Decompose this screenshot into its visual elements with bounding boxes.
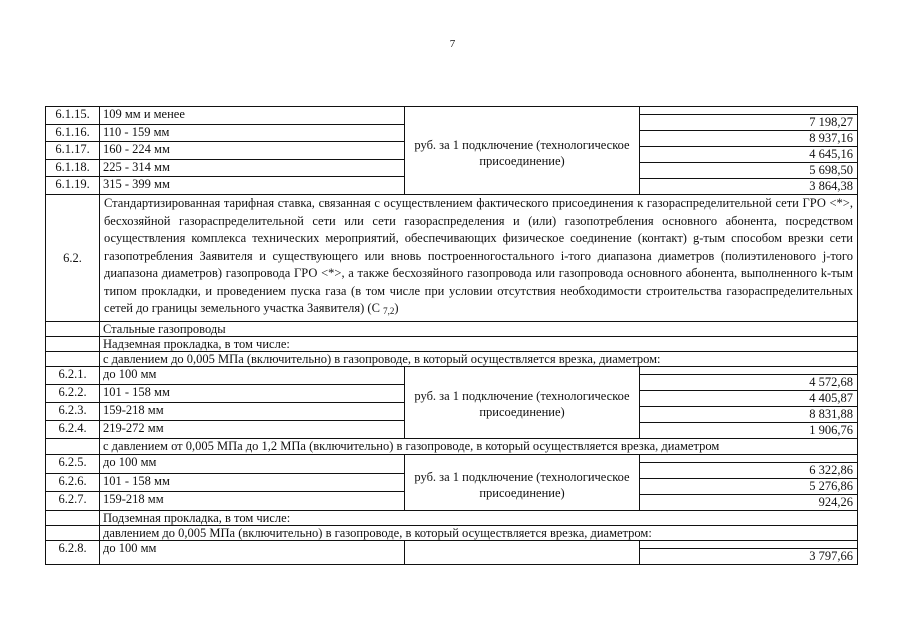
price-cell bbox=[640, 366, 858, 438]
row-number: 6.2.7. bbox=[46, 492, 100, 511]
pressure-low-ug-header: давлением до 0,005 МПа (включительно) в газопроводе, в который осуществляется врезка, диаметром: bbox=[100, 526, 858, 541]
subheader-row bbox=[46, 438, 858, 455]
section-row bbox=[46, 195, 858, 322]
pressure-low-header: с давлением до 0,005 МПа (включительно) в газопроводе, в который осуществляется врезка, диаметром: bbox=[100, 351, 858, 366]
price-value: 8 831,88 bbox=[640, 407, 857, 423]
row-number: 6.1.17. bbox=[46, 142, 100, 160]
price-value: 3 797,66 bbox=[809, 549, 853, 563]
row-number: 6.2.4. bbox=[46, 420, 100, 438]
pressure-mid-header: с давлением от 0,005 МПа до 1,2 МПа (включительно) в газопроводе, в который осуществляется врезка, диаметром bbox=[100, 438, 858, 455]
price-value: 924,26 bbox=[818, 495, 853, 509]
row-label: 315 - 399 мм bbox=[100, 177, 405, 195]
row-label: до 100 мм bbox=[100, 541, 405, 565]
row-label: 225 - 314 мм bbox=[100, 159, 405, 177]
row-number: 6.2.1. bbox=[46, 366, 100, 384]
row-label: 160 - 224 мм bbox=[100, 142, 405, 160]
row-number: 6.2.8. bbox=[46, 541, 100, 565]
price-value: 3 864,38 bbox=[809, 179, 853, 193]
table-row bbox=[46, 107, 858, 125]
price-cell bbox=[640, 107, 858, 195]
row-label: 219-272 мм bbox=[100, 420, 405, 438]
subheader-row bbox=[46, 511, 858, 526]
row-label: 109 мм и менее bbox=[100, 107, 405, 125]
row-label: 159-218 мм bbox=[100, 402, 405, 420]
subheader-row bbox=[46, 336, 858, 351]
row-label: до 100 мм bbox=[100, 455, 405, 474]
price-value: 6 322,86 bbox=[640, 463, 857, 479]
subheader-row bbox=[46, 321, 858, 336]
price-value: 4 572,68 bbox=[640, 375, 857, 391]
steel-header: Стальные газопроводы bbox=[100, 321, 858, 336]
section-number: 6.2. bbox=[46, 195, 100, 322]
row-number: 6.2.6. bbox=[46, 473, 100, 492]
row-label: 101 - 158 мм bbox=[100, 473, 405, 492]
formula-subscript: 7,2 bbox=[383, 306, 395, 316]
row-number: 6.2.3. bbox=[46, 402, 100, 420]
row-label: 101 - 158 мм bbox=[100, 384, 405, 402]
row-number: 6.1.15. bbox=[46, 107, 100, 125]
table-row bbox=[46, 366, 858, 384]
price-cell bbox=[640, 541, 858, 565]
price-value: 8 937,16 bbox=[640, 131, 857, 147]
section-description: Стандартизированная тарифная ставка, связанная с осуществлением фактического присоединения к газораспределительной сети ГРО <*>, бесхозяйной газораспределительной сети или сети газораспределения и (или) газопотребления основного абонента, посредством осуществления комплекса технических мероприятий, обеспечивающих физическое соединение (контакт) g-тым способом врезки сети газопотребления Заявителя и существующего или вновь построенногостального i-того диапазона диаметров (полиэтиленового j-того диапазона диаметров) газопровода ГРО <*>, а также бесхозяйного газопровода или газопровода основного абонента, выполненного k-тым типом прокладки, и проведением пуска газа (в том числе при условии отсутствия необходимости строительства газораспределительных сетей до границы земельного участка Заявителя) (С $_{7,2}$) bbox=[100, 195, 858, 322]
price-value: 7 198,27 bbox=[640, 115, 857, 131]
page-number: 7 bbox=[449, 38, 456, 50]
price-value: 5 698,50 bbox=[640, 163, 857, 179]
table-row bbox=[46, 455, 858, 474]
price-cell bbox=[640, 455, 858, 511]
overhead-header: Надземная прокладка, в том числе: bbox=[100, 336, 858, 351]
unit-cell: руб. за 1 подключение (технологическое присоединение) bbox=[405, 107, 640, 195]
table-row bbox=[46, 541, 858, 565]
row-label: 110 - 159 мм bbox=[100, 124, 405, 142]
row-number: 6.2.2. bbox=[46, 384, 100, 402]
row-number: 6.2.5. bbox=[46, 455, 100, 474]
subheader-row bbox=[46, 351, 858, 366]
price-value: 5 276,86 bbox=[640, 479, 857, 495]
unit-cell: руб. за 1 подключение (технологическое присоединение) bbox=[405, 366, 640, 438]
price-value: 4 645,16 bbox=[640, 147, 857, 163]
price-value: 1 906,76 bbox=[809, 422, 853, 437]
row-label: 159-218 мм bbox=[100, 492, 405, 511]
row-number: 6.1.18. bbox=[46, 159, 100, 177]
unit-cell: руб. за 1 подключение (технологическое присоединение) bbox=[405, 455, 640, 511]
row-number: 6.1.19. bbox=[46, 177, 100, 195]
underground-header: Подземная прокладка, в том числе: bbox=[100, 511, 858, 526]
row-number: 6.1.16. bbox=[46, 124, 100, 142]
tariff-table bbox=[45, 106, 858, 565]
unit-cell bbox=[405, 541, 640, 565]
price-value: 4 405,87 bbox=[640, 391, 857, 407]
subheader-row bbox=[46, 526, 858, 541]
row-label: до 100 мм bbox=[100, 366, 405, 384]
